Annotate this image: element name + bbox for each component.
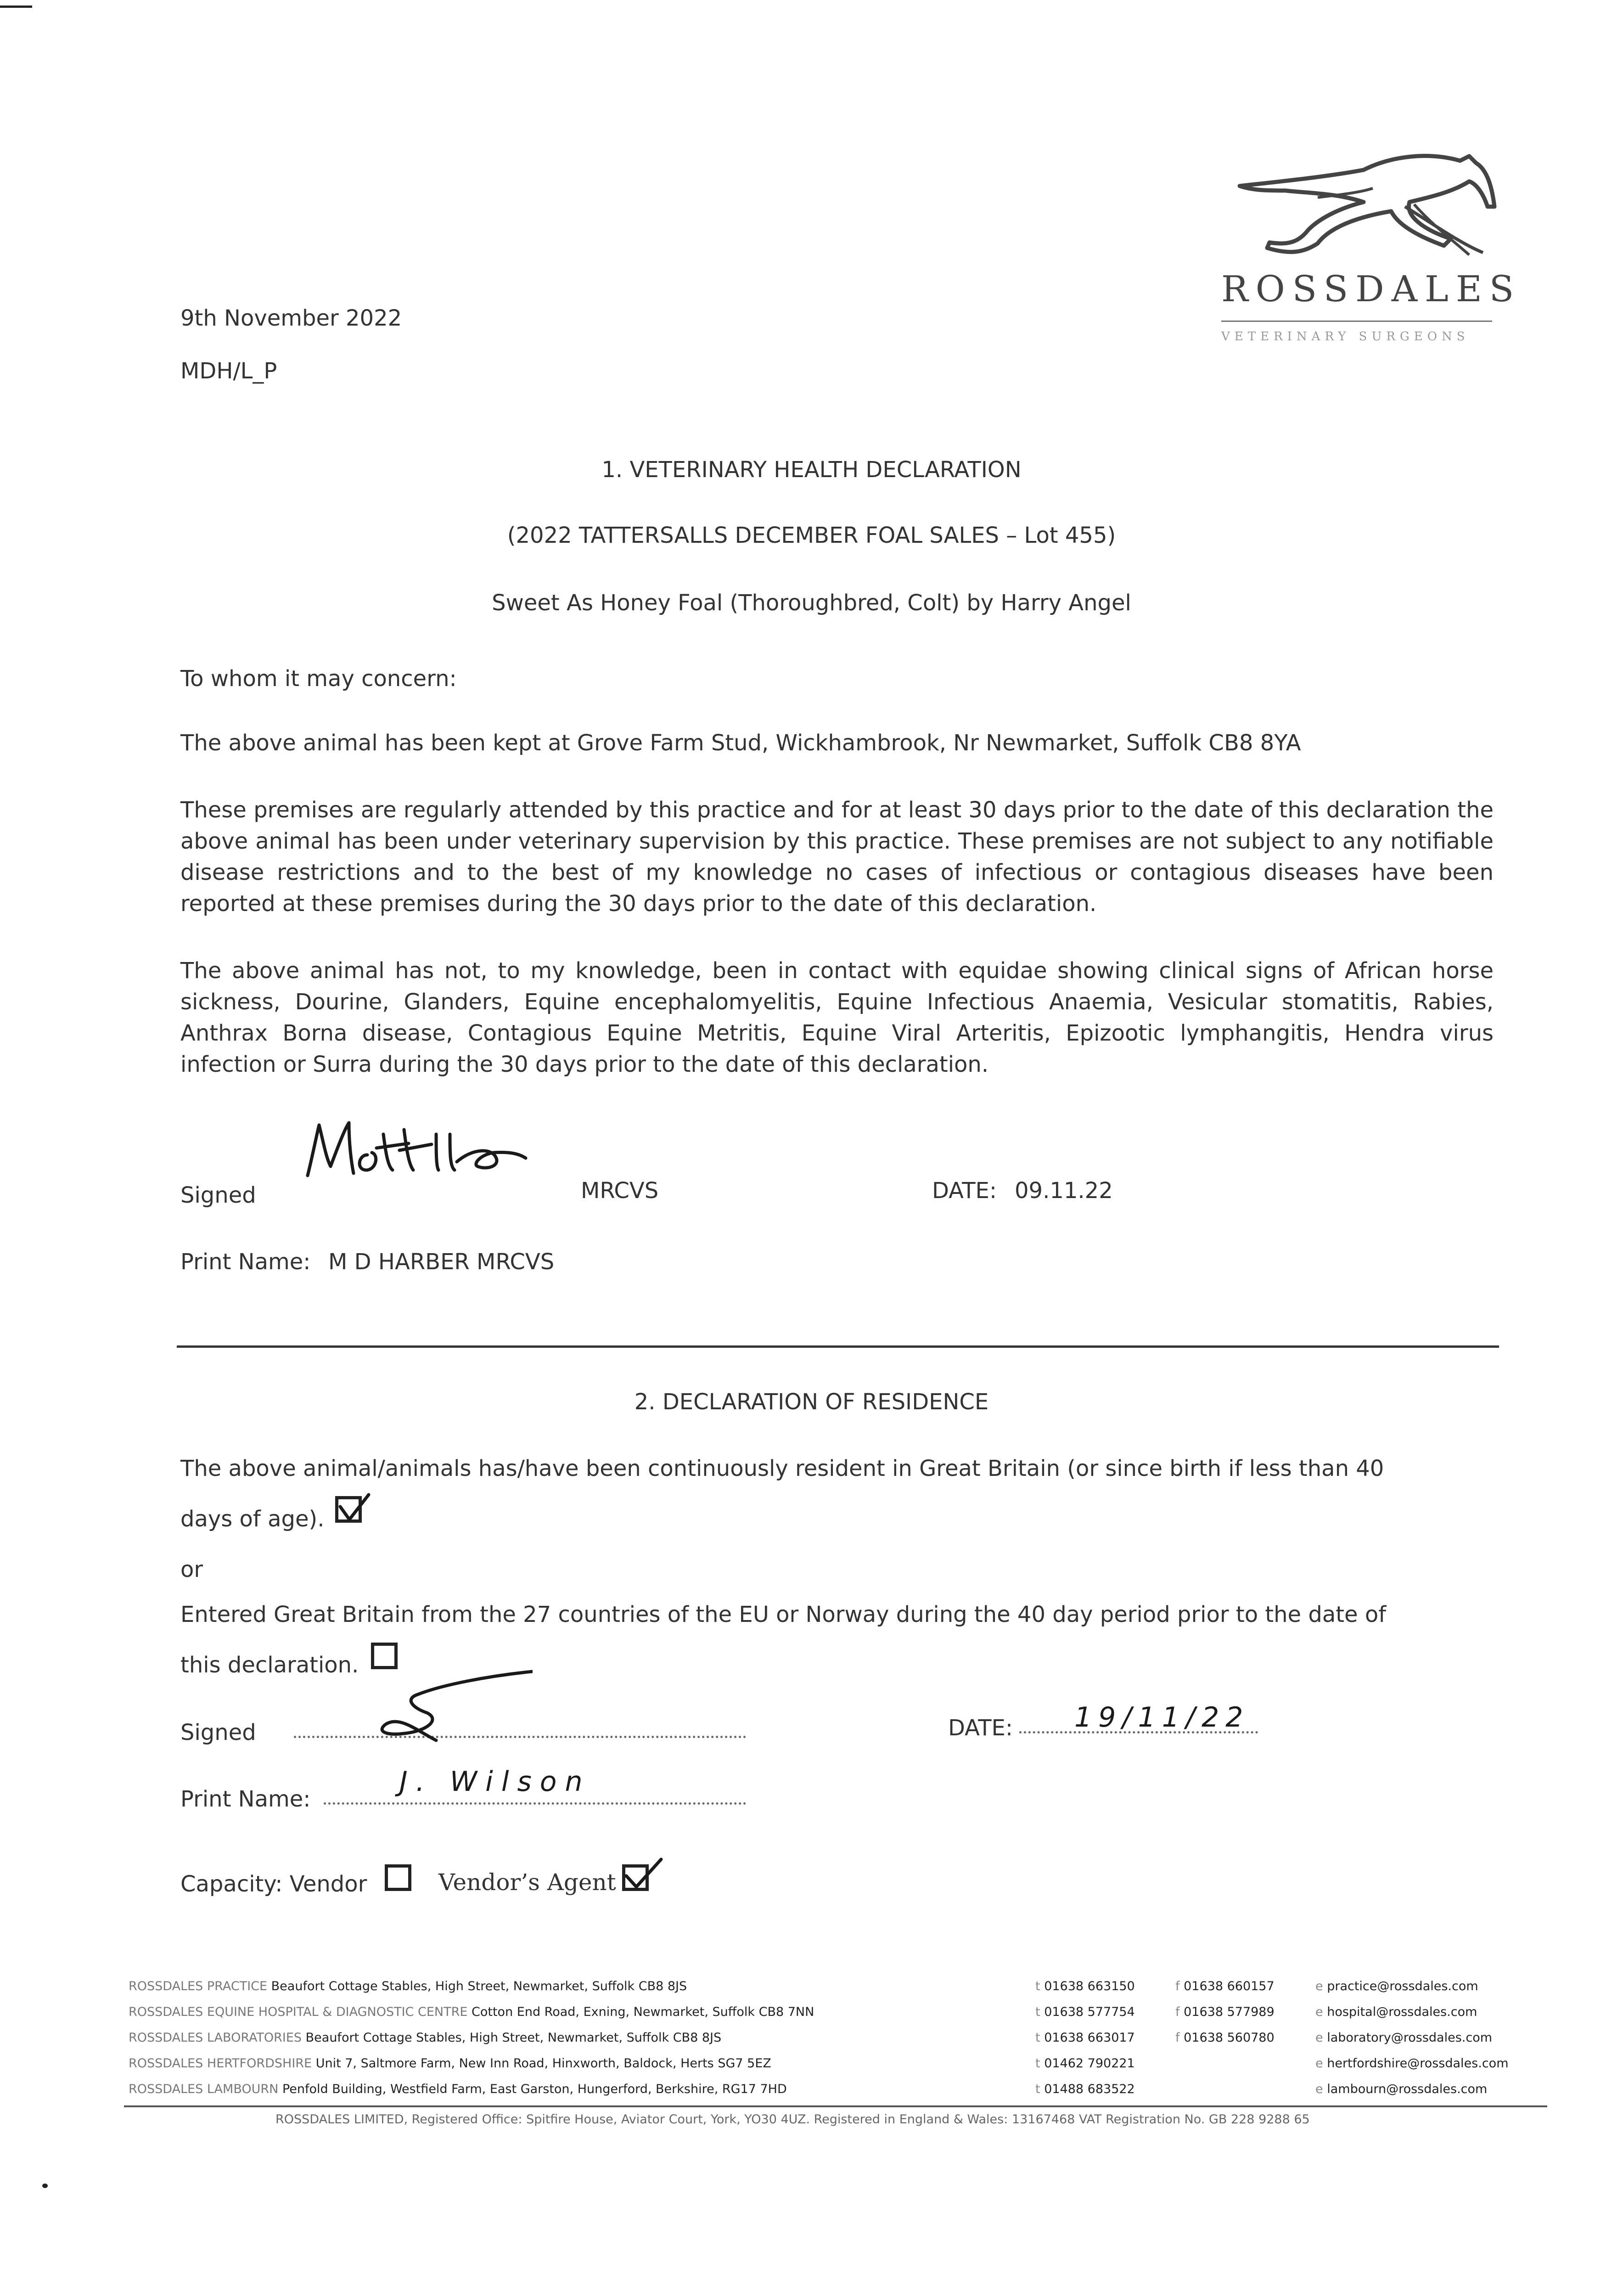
or-label: or: [180, 1557, 203, 1582]
section1-date-value: 09.11.22: [1015, 1178, 1113, 1204]
footer-office-email[interactable]: e hertfordshire@rossdales.com: [1315, 2056, 1509, 2071]
brand-tagline: VETERINARY SURGEONS: [1221, 330, 1470, 343]
print-name-line: [324, 1802, 746, 1805]
footer-office-fax: f 01638 577989: [1175, 2005, 1275, 2019]
vendors-agent-checkbox[interactable]: [622, 1864, 649, 1891]
vendor-signature: [349, 1658, 533, 1759]
brand-name: ROSSDALES: [1221, 269, 1522, 310]
section1-subheading: (2022 TATTERSALLS DECEMBER FOAL SALES – Lot 455): [507, 523, 1116, 548]
residence-option2-line1: Entered Great Britain from the 27 countries of the EU or Norway during the 40 day period prior to the date of: [180, 1602, 1387, 1627]
section2-print-name-label: Print Name:: [180, 1786, 311, 1812]
footer-office-fax: f 01638 660157: [1175, 1979, 1275, 1993]
section1-print-name-label: Print Name:: [180, 1249, 311, 1275]
residence-option1-checkbox[interactable]: [335, 1496, 362, 1523]
footer-office-email[interactable]: e practice@rossdales.com: [1315, 1979, 1478, 1993]
section1-date-label: DATE:: [932, 1178, 997, 1204]
capacity-vendor-label: Capacity: Vendor: [180, 1871, 367, 1897]
residence-option1-line1: The above animal/animals has/have been continuously resident in Great Britain (or since birth if less than 40: [180, 1456, 1384, 1481]
footer-office-address: ROSSDALES PRACTICE Beaufort Cottage Stables, High Street, Newmarket, Suffolk CB8 8JS: [129, 1979, 687, 1993]
checkmark-icon: [337, 1493, 373, 1525]
section2-date-handwritten: 19/11/22: [1074, 1701, 1250, 1733]
checkmark-icon: [623, 1857, 664, 1893]
vet-signature: [298, 1116, 537, 1189]
section1-print-name-value: M D HARBER MRCVS: [328, 1249, 555, 1275]
disease-contact-paragraph: The above animal has not, to my knowledge, been in contact with equidae showing clinical signs of African horse sickness, Dourine, Glanders, Equine encephalomyelitis, Equine Infectious Anaemia, Vesicular stomatitis, Rabies, Anthrax Borna disease, Contagious Equine Metritis, Equine Viral Arteritis, Epizootic lymphangitis, Hendra virus infection or Surra during the 30 days prior to the date of this declaration.: [180, 958, 1494, 1077]
footer-office-fax: f 01638 560780: [1175, 2031, 1275, 2045]
letter-reference: MDH/L_P: [180, 358, 277, 384]
kept-at-statement: The above animal has been kept at Grove Farm Stud, Wickhambrook, Nr Newmarket, Suffolk CB8 8YA: [180, 730, 1301, 756]
footer-office-email[interactable]: e hospital@rossdales.com: [1315, 2005, 1477, 2019]
footer-office-email[interactable]: e laboratory@rossdales.com: [1315, 2031, 1493, 2045]
footer-office-address: ROSSDALES HERTFORDSHIRE Unit 7, Saltmore Farm, New Inn Road, Hinxworth, Baldock, Herts SG7 5EZ: [129, 2056, 771, 2071]
section-divider: [177, 1345, 1499, 1348]
footer-office-tel: t 01638 577754: [1035, 2005, 1135, 2019]
section1-heading: 1. VETERINARY HEALTH DECLARATION: [601, 457, 1022, 483]
mrcvs-label: MRCVS: [581, 1178, 659, 1204]
horse-logo-icon: [1212, 138, 1506, 276]
salutation: To whom it may concern:: [180, 666, 457, 692]
scan-speck: [42, 2183, 48, 2188]
section2-date-label: DATE:: [948, 1715, 1013, 1741]
rossdales-logo: [1212, 138, 1522, 354]
footer-rule: [124, 2105, 1547, 2107]
footer-office-tel: t 01488 683522: [1035, 2082, 1135, 2096]
footer-office-tel: t 01638 663150: [1035, 1979, 1135, 1993]
footer-offices: [129, 1979, 1552, 2163]
animal-description: Sweet As Honey Foal (Thoroughbred, Colt) by Harry Angel: [492, 590, 1131, 616]
footer-office-address: ROSSDALES EQUINE HOSPITAL & DIAGNOSTIC CENTRE Cotton End Road, Exning, Newmarket, Suffolk CB8 7NN: [129, 2005, 814, 2019]
footer-office-email[interactable]: e lambourn@rossdales.com: [1315, 2082, 1488, 2096]
vendor-checkbox[interactable]: [385, 1864, 411, 1891]
scan-mark: [0, 6, 32, 8]
letter-date: 9th November 2022: [180, 305, 402, 331]
residence-option2-line2: this declaration.: [180, 1652, 359, 1678]
footer-office-address: ROSSDALES LABORATORIES Beaufort Cottage Stables, High Street, Newmarket, Suffolk CB8 8JS: [129, 2031, 722, 2045]
footer-office-tel: t 01462 790221: [1035, 2056, 1135, 2071]
section1-signed-label: Signed: [180, 1182, 256, 1208]
section2-signed-label: Signed: [180, 1720, 256, 1745]
brand-divider: [1221, 321, 1492, 322]
footer-office-tel: t 01638 663017: [1035, 2031, 1135, 2045]
vendors-agent-label: Vendor’s Agent: [438, 1869, 616, 1896]
section2-print-name-handwritten: J. Wilson: [399, 1766, 591, 1798]
footer-registered-office: ROSSDALES LIMITED, Registered Office: Spitfire House, Aviator Court, York, YO30 4UZ. Registered in England & Wales: 13167468 VAT Registration No. GB 228 9288 65: [275, 2112, 1310, 2127]
section2-heading: 2. DECLARATION OF RESIDENCE: [634, 1389, 989, 1415]
footer-office-address: ROSSDALES LAMBOURN Penfold Building, Westfield Farm, East Garston, Hungerford, Berkshire, RG17 7HD: [129, 2082, 787, 2096]
residence-option1-line2: days of age).: [180, 1506, 325, 1532]
supervision-paragraph: These premises are regularly attended by this practice and for at least 30 days prior to the date of this declaration the above animal has been under veterinary supervision by this practice. These premises are not subject to any notifiable disease restrictions and to the best of my knowledge no cases of infectious or contagious diseases have been reported at these premises during the 30 days prior to the date of this declaration.: [180, 797, 1494, 917]
